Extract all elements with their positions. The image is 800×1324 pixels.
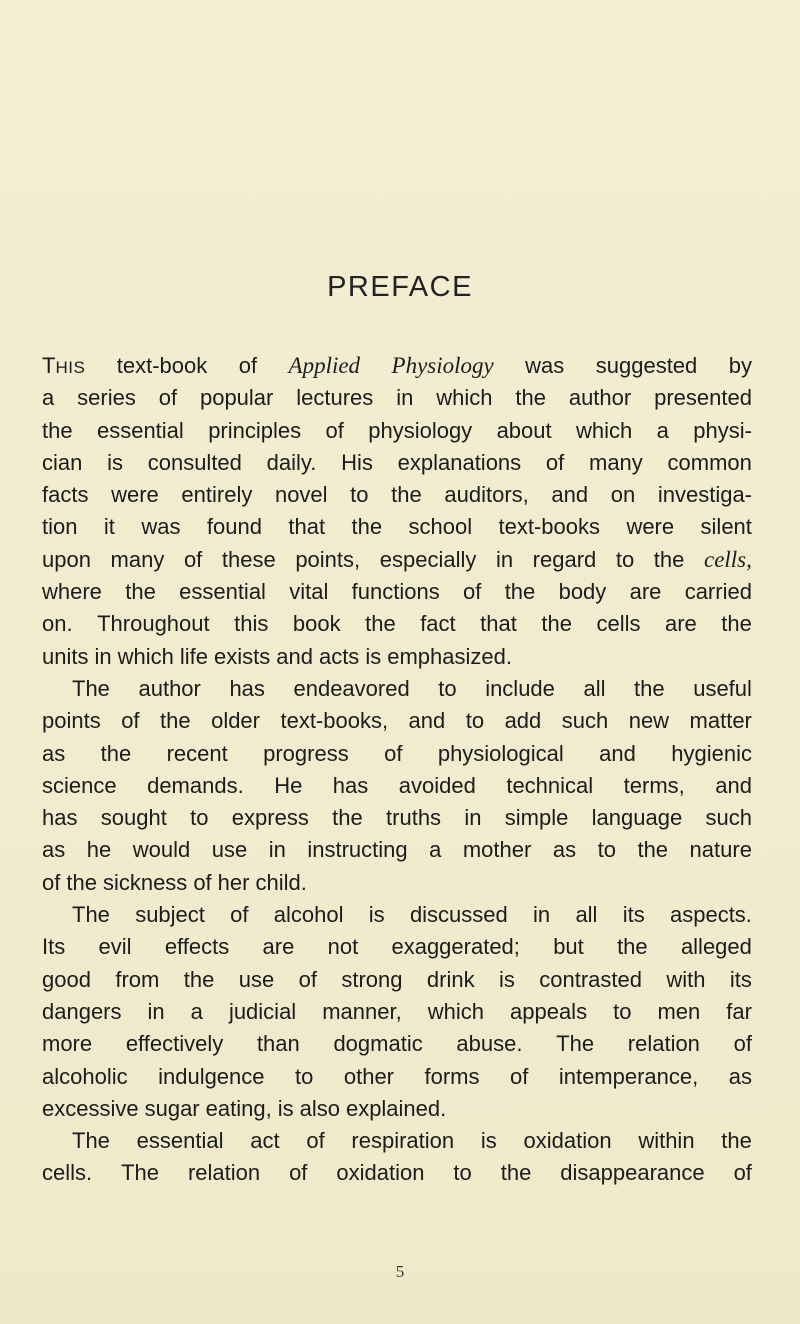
text-line: dangers in a judicial manner, which appeals to men far	[42, 998, 752, 1024]
text-line: The subject of alcohol is discussed in all its aspects.	[72, 902, 752, 928]
text-line: Its evil effects are not exaggerated; but the alleged	[42, 934, 752, 960]
text-line: upon many of these points, especially in regard to the cells,	[42, 546, 752, 572]
drop-word: THIS	[42, 353, 86, 378]
text-line: cells. The relation of oxidation to the disappearance of	[42, 1160, 752, 1186]
text-line: of the sickness of her child.	[42, 869, 307, 895]
text-line: as the recent progress of physiological and hygienic	[42, 740, 752, 766]
text-line: The author has endeavored to include all the useful	[72, 675, 752, 701]
text-line: points of the older text-books, and to add such new matter	[42, 708, 752, 734]
text-line: has sought to express the truths in simple language such	[42, 805, 752, 831]
text-line: a series of popular lectures in which the author presented	[42, 385, 752, 411]
page-number: 5	[395, 1262, 405, 1281]
text-line: THIS text-book of Applied Physiology was suggested by	[42, 350, 752, 382]
text-line: cian is consulted daily. His explanations of many common	[42, 449, 752, 475]
text-line: where the essential vital functions of the body are carried	[42, 579, 752, 605]
preface-body	[42, 350, 752, 1190]
text-line: as he would use in instructing a mother as to the nature	[42, 837, 752, 863]
text-line: units in which life exists and acts is emphasized.	[42, 643, 512, 669]
text-line: alcoholic indulgence to other forms of intemperance, as	[42, 1063, 752, 1089]
text-line: good from the use of strong drink is contrasted with its	[42, 966, 752, 992]
text-line: facts were entirely novel to the auditors, and on investiga-	[42, 482, 752, 508]
text-line: science demands. He has avoided technical terms, and	[42, 772, 752, 798]
text-line: excessive sugar eating, is also explained.	[42, 1095, 447, 1121]
text-line: tion it was found that the school text-books were silent	[42, 514, 752, 540]
page-title: PREFACE	[327, 271, 473, 303]
text-line: on. Throughout this book the fact that the cells are the	[42, 611, 752, 637]
text-line: the essential principles of physiology about which a physi-	[42, 417, 752, 443]
text-line: more effectively than dogmatic abuse. The relation of	[42, 1031, 752, 1057]
text-line: The essential act of respiration is oxidation within the	[72, 1128, 752, 1154]
